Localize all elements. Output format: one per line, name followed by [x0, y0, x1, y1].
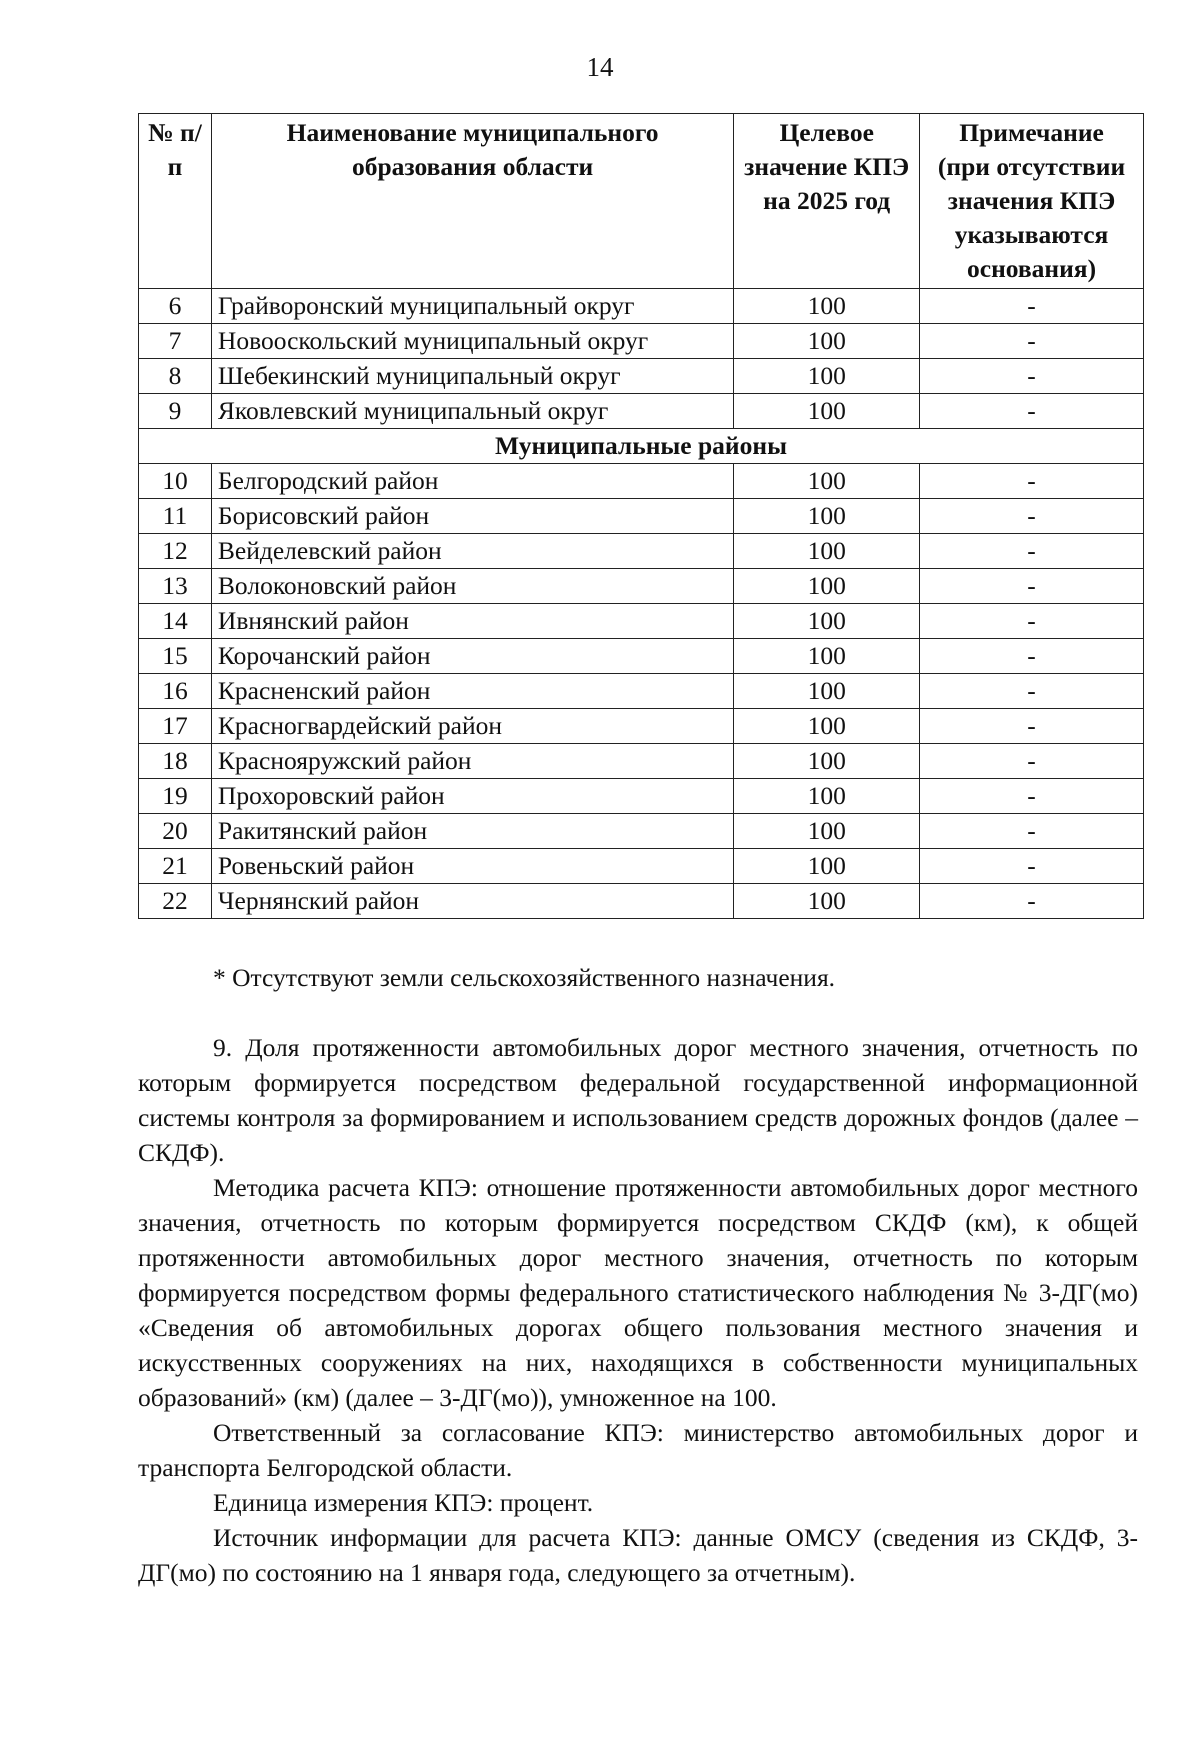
table-body-bottom	[139, 464, 1144, 919]
row-name: Белгородский район	[211, 464, 733, 499]
footnote: * Отсутствуют земли сельскохозяйственного назначения.	[213, 963, 836, 992]
table-row	[139, 674, 1144, 709]
row-number: 11	[139, 499, 212, 534]
row-value: 100	[734, 569, 920, 604]
table-header-row	[139, 114, 1144, 289]
row-name: Краснояружский район	[211, 744, 733, 779]
page-number: 14	[586, 52, 614, 82]
paragraph: Методика расчета КПЭ: отношение протяженности автомобильных дорог местного значения, отчетность по которым формируется посредством СКДФ (км), к общей протяженности автомобильных дорог местного значения, отчетность по которым формируется посредством формы федерального статистического наблюдения № 3-ДГ(мо) «Сведения об автомобильных дорогах общего пользования местного значения и искусственных сооружениях на них, находящихся в собственности муниципальных образований» (км) (далее – 3-ДГ(мо)), умноженное на 100.	[138, 1173, 1138, 1412]
row-number: 18	[139, 744, 212, 779]
row-value: 100	[734, 499, 920, 534]
table-row	[139, 499, 1144, 534]
row-value: 100	[734, 394, 920, 429]
row-name: Ракитянский район	[211, 814, 733, 849]
row-name: Корочанский район	[211, 639, 733, 674]
table-row	[139, 289, 1144, 324]
row-note: -	[920, 499, 1144, 534]
section-row	[139, 429, 1144, 464]
row-name: Вейделевский район	[211, 534, 733, 569]
row-number: 17	[139, 709, 212, 744]
row-number: 6	[139, 289, 212, 324]
row-value: 100	[734, 639, 920, 674]
header-target: Целевое значение КПЭ на 2025 год	[734, 114, 920, 289]
row-number: 16	[139, 674, 212, 709]
row-number: 20	[139, 814, 212, 849]
row-number: 10	[139, 464, 212, 499]
row-name: Яковлевский муниципальный округ	[211, 394, 733, 429]
row-name: Новооскольский муниципальный округ	[211, 324, 733, 359]
body-text	[138, 1030, 1138, 1590]
header-num: № п/п	[139, 114, 212, 289]
row-note: -	[920, 534, 1144, 569]
table-row	[139, 324, 1144, 359]
row-note: -	[920, 569, 1144, 604]
row-name: Прохоровский район	[211, 779, 733, 814]
row-number: 8	[139, 359, 212, 394]
row-value: 100	[734, 744, 920, 779]
table-row	[139, 569, 1144, 604]
table-row	[139, 639, 1144, 674]
section-label: Муниципальные районы	[139, 429, 1144, 464]
table-row	[139, 814, 1144, 849]
row-note: -	[920, 464, 1144, 499]
row-number: 13	[139, 569, 212, 604]
table-body-top	[139, 289, 1144, 429]
row-note: -	[920, 674, 1144, 709]
table-row	[139, 884, 1144, 919]
row-name: Красненский район	[211, 674, 733, 709]
row-note: -	[920, 604, 1144, 639]
row-name: Ровеньский район	[211, 849, 733, 884]
row-name: Красногвардейский район	[211, 709, 733, 744]
row-number: 19	[139, 779, 212, 814]
table-row	[139, 604, 1144, 639]
table-row	[139, 394, 1144, 429]
row-value: 100	[734, 324, 920, 359]
row-name: Чернянский район	[211, 884, 733, 919]
table-row	[139, 534, 1144, 569]
header-note-title: Примечание	[959, 118, 1104, 147]
table-row	[139, 709, 1144, 744]
table-row	[139, 849, 1144, 884]
row-value: 100	[734, 849, 920, 884]
row-number: 14	[139, 604, 212, 639]
paragraph: Единица измерения КПЭ: процент.	[213, 1488, 594, 1517]
table-row	[139, 744, 1144, 779]
paragraph: Источник информации для расчета КПЭ: данные ОМСУ (сведения из СКДФ, 3-ДГ(мо) по состоянию на 1 января года, следующего за отчетным).	[138, 1523, 1138, 1587]
row-name: Шебекинский муниципальный округ	[211, 359, 733, 394]
row-note: -	[920, 359, 1144, 394]
row-name: Борисовский район	[211, 499, 733, 534]
row-number: 7	[139, 324, 212, 359]
table-row	[139, 779, 1144, 814]
kpe-table	[138, 113, 1144, 919]
table-row	[139, 359, 1144, 394]
header-note-sub: (при отсутствии значения КПЭ указываются основания)	[937, 152, 1126, 283]
header-note	[920, 114, 1144, 289]
row-note: -	[920, 709, 1144, 744]
row-note: -	[920, 849, 1144, 884]
row-value: 100	[734, 359, 920, 394]
row-note: -	[920, 779, 1144, 814]
row-note: -	[920, 324, 1144, 359]
row-value: 100	[734, 289, 920, 324]
paragraph: Ответственный за согласование КПЭ: министерство автомобильных дорог и транспорта Белгородской области.	[138, 1418, 1138, 1482]
row-value: 100	[734, 779, 920, 814]
row-note: -	[920, 639, 1144, 674]
row-value: 100	[734, 674, 920, 709]
row-value: 100	[734, 464, 920, 499]
row-name: Волоконовский район	[211, 569, 733, 604]
header-name: Наименование муниципального образования области	[211, 114, 733, 289]
row-note: -	[920, 394, 1144, 429]
row-value: 100	[734, 534, 920, 569]
row-value: 100	[734, 814, 920, 849]
row-number: 22	[139, 884, 212, 919]
row-value: 100	[734, 884, 920, 919]
row-number: 21	[139, 849, 212, 884]
row-note: -	[920, 814, 1144, 849]
table-row	[139, 464, 1144, 499]
table-section	[139, 429, 1144, 464]
row-number: 15	[139, 639, 212, 674]
row-name: Ивнянский район	[211, 604, 733, 639]
row-number: 9	[139, 394, 212, 429]
row-value: 100	[734, 709, 920, 744]
row-name: Грайворонский муниципальный округ	[211, 289, 733, 324]
row-note: -	[920, 744, 1144, 779]
row-number: 12	[139, 534, 212, 569]
row-note: -	[920, 289, 1144, 324]
paragraph: 9. Доля протяженности автомобильных дорог местного значения, отчетность по которым формируется посредством федеральной государственной информационной системы контроля за формированием и использованием средств дорожных фондов (далее – СКДФ).	[138, 1033, 1138, 1167]
row-value: 100	[734, 604, 920, 639]
row-note: -	[920, 884, 1144, 919]
